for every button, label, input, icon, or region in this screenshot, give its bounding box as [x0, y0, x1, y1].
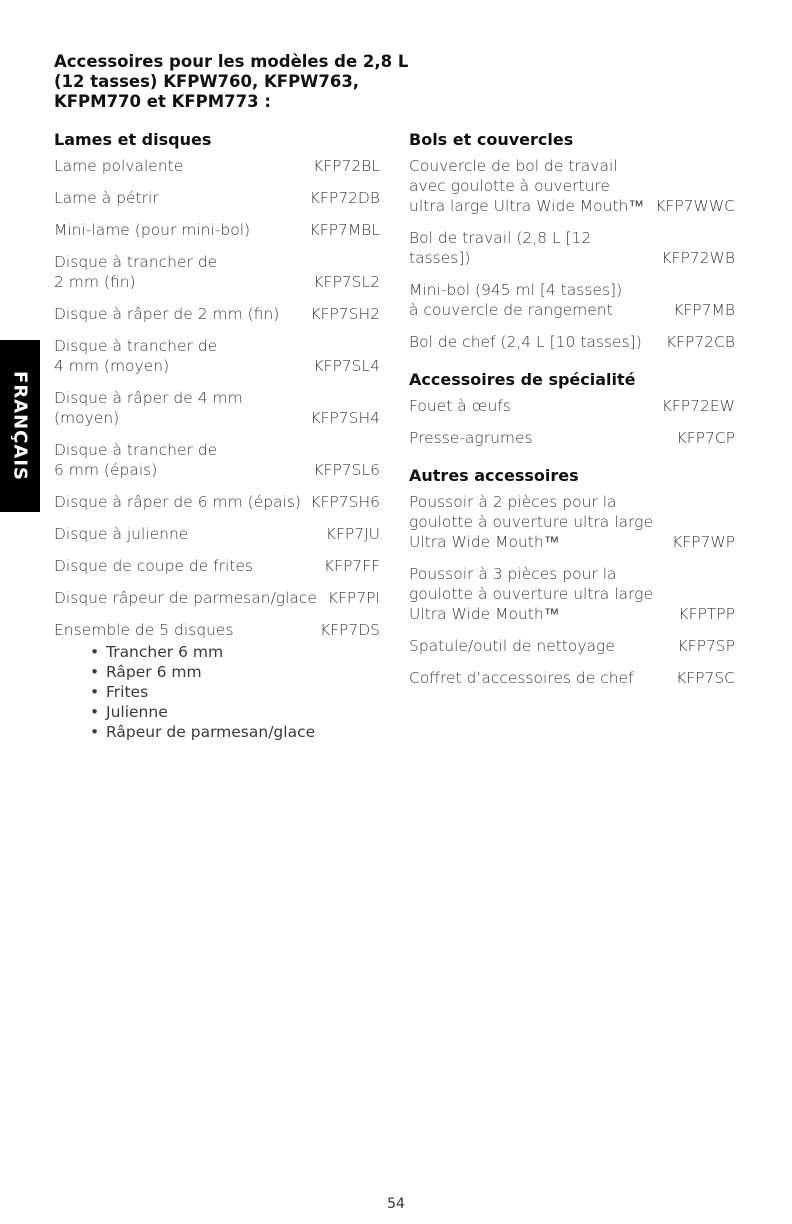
- accessory-code: KFP7SH6: [310, 493, 380, 511]
- page-number: 54: [387, 1196, 405, 1212]
- accessory-name: Mini-bol (945 ml [4 tasses]) à couvercle de rangement: [409, 281, 623, 319]
- accessory-item: [54, 588, 380, 608]
- accessory-item: [54, 524, 380, 544]
- accessory-item: [54, 492, 380, 512]
- accessory-item: [54, 304, 380, 324]
- accessory-name: Couvercle de bol de travail avec goulotte à ouverture ultra large Ultra Wide Mouth™: [409, 157, 644, 215]
- accessory-item: [409, 396, 735, 416]
- accessory-item: [54, 388, 380, 428]
- accessory-item: [409, 668, 735, 688]
- language-tab: [0, 340, 40, 512]
- accessory-name: Disque à trancher de 4 mm (moyen): [54, 337, 218, 375]
- accessory-item: [54, 252, 380, 292]
- accessory-code: KFP7MB: [673, 301, 735, 319]
- accessory-code: KFP72CB: [665, 333, 735, 351]
- left-column: [54, 130, 380, 742]
- accessory-name: Bol de chef (2,4 L [10 tasses]): [409, 333, 642, 351]
- accessory-name: Ensemble de 5 disques: [54, 621, 234, 639]
- accessory-code: KFP7MBL: [309, 221, 380, 239]
- accessory-item: [409, 228, 735, 268]
- accessory-code: KFP7PI: [327, 589, 380, 607]
- accessory-item: [409, 428, 735, 448]
- section-title-blades: Lames et disques: [54, 130, 212, 149]
- accessory-name: Disque à trancher de 6 mm (épais): [54, 441, 218, 479]
- accessory-code: KFP72BL: [313, 157, 380, 175]
- accessory-name: Disque de coupe de frites: [54, 557, 254, 575]
- disc-set-item: • Frites: [90, 682, 380, 702]
- accessory-name: Coffret d’accessoires de chef: [409, 669, 634, 687]
- accessory-item: [54, 188, 380, 208]
- section-title: Accessoires de spécialité: [409, 370, 636, 389]
- accessory-item: [54, 156, 380, 176]
- accessory-code: KFP7WP: [672, 533, 735, 551]
- accessory-item: [409, 280, 735, 320]
- accessory-code: KFP7SC: [676, 669, 735, 687]
- blades-list: [54, 156, 380, 640]
- accessory-code: KFP7DS: [319, 621, 380, 639]
- accessory-item: [54, 620, 380, 640]
- accessory-code: KFP7SL4: [313, 357, 380, 375]
- section-title: Autres accessoires: [409, 466, 579, 485]
- accessory-name: Disque à julienne: [54, 525, 189, 543]
- disc-set-item: • Trancher 6 mm: [90, 642, 380, 662]
- accessory-code: KFP72EW: [661, 397, 735, 415]
- accessory-code: KFP72DB: [309, 189, 380, 207]
- accessory-item: [54, 440, 380, 480]
- disc-set-item: • Râpeur de parmesan/glace: [90, 722, 380, 742]
- right-column: [409, 130, 735, 700]
- accessory-code: KFP72WB: [661, 249, 735, 267]
- accessory-code: KFP7SH4: [310, 409, 380, 427]
- accessory-item: [409, 156, 735, 216]
- accessory-name: Disque à râper de 4 mm (moyen): [54, 389, 243, 427]
- accessory-code: KFP7FF: [323, 557, 380, 575]
- accessory-code: KFP7SL2: [313, 273, 380, 291]
- accessory-name: Disque à râper de 6 mm (épais): [54, 493, 301, 511]
- accessory-name: Lame polvalente: [54, 157, 184, 175]
- page-title: Accessoires pour les modèles de 2,8 L (12 tasses) KFPW760, KFPW763, KFPM770 et KFPM773 :: [54, 52, 409, 111]
- accessory-name: Poussoir à 3 pièces pour la goulotte à ouverture ultra large Ultra Wide Mouth™: [409, 565, 653, 623]
- accessory-code: KFP7JU: [325, 525, 380, 543]
- disc-set-contents: [54, 642, 380, 742]
- accessory-code: KFP7SL6: [313, 461, 380, 479]
- accessory-name: Disque râpeur de parmesan/glace: [54, 589, 317, 607]
- accessory-item: [409, 332, 735, 352]
- accessory-code: KFP7SP: [677, 637, 735, 655]
- disc-set-item: • Julienne: [90, 702, 380, 722]
- accessory-name: Bol de travail (2,8 L [12 tasses]): [409, 229, 592, 267]
- accessory-item: [409, 636, 735, 656]
- accessory-code: KFP7SH2: [310, 305, 380, 323]
- accessory-item: [54, 556, 380, 576]
- accessory-name: Disque à râper de 2 mm (fin): [54, 305, 280, 323]
- accessory-name: Fouet à œufs: [409, 397, 511, 415]
- accessory-item: [409, 492, 735, 552]
- language-tab-label: FRANÇAIS: [9, 371, 31, 481]
- section-title: Bols et couvercles: [409, 130, 574, 149]
- accessory-name: Spatule/outil de nettoyage: [409, 637, 615, 655]
- accessory-name: Poussoir à 2 pièces pour la goulotte à ouverture ultra large Ultra Wide Mouth™: [409, 493, 653, 551]
- accessory-name: Presse-agrumes: [409, 429, 533, 447]
- disc-set-item: • Râper 6 mm: [90, 662, 380, 682]
- accessory-code: KFPTPP: [678, 605, 735, 623]
- accessory-code: KFP7WWC: [655, 197, 735, 215]
- accessory-item: [54, 336, 380, 376]
- accessory-item: [54, 220, 380, 240]
- accessory-code: KFP7CP: [676, 429, 735, 447]
- accessory-item: [409, 564, 735, 624]
- accessory-name: Mini-lame (pour mini-bol): [54, 221, 251, 239]
- accessory-name: Lame à pétrir: [54, 189, 159, 207]
- accessory-name: Disque à trancher de 2 mm (fin): [54, 253, 218, 291]
